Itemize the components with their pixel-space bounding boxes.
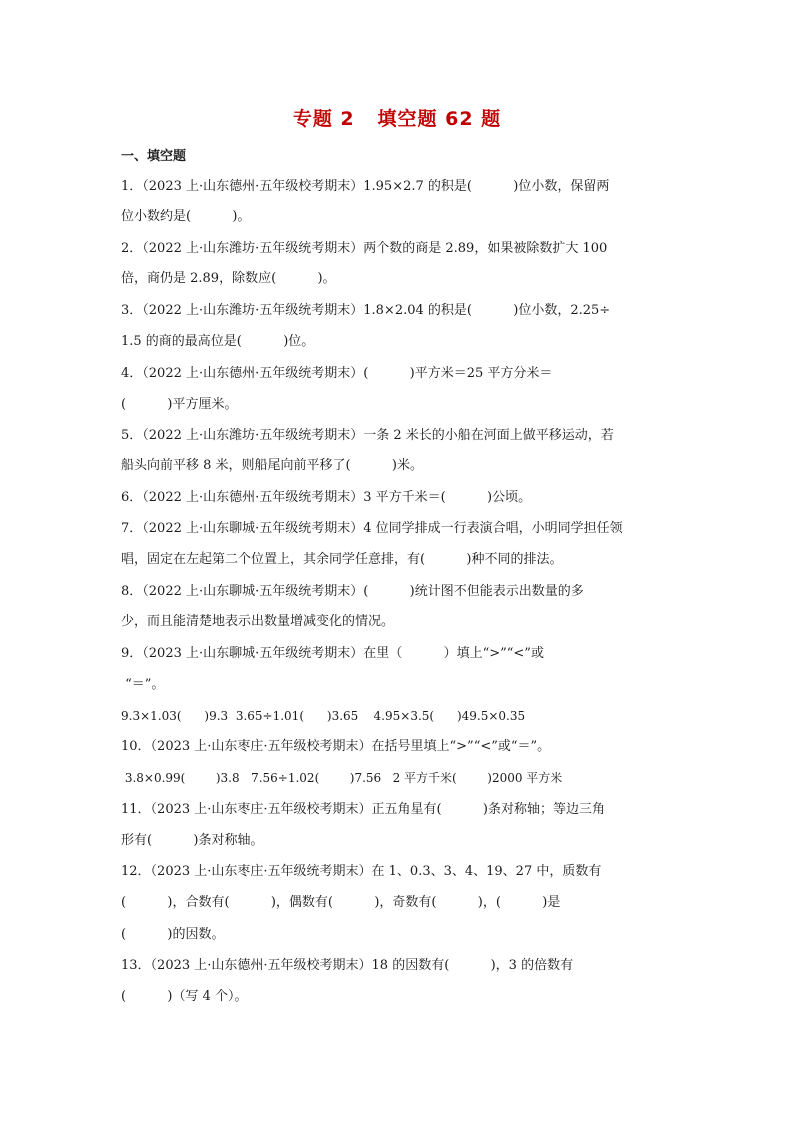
- question-line: 9．（2023 上·山东聊城·五年级统考期末）在里（ ）填上“>”“<”或: [121, 646, 544, 661]
- question-line: 唱，固定在左起第二个位置上，其余同学任意排，有( )种不同的排法。: [121, 552, 563, 567]
- question-line: 13．（2023 上·山东德州·五年级校考期末）18 的因数有( )，3 的倍数有: [121, 958, 574, 973]
- comparison-line: 3.8×0.99( )3.8 7.56÷1.02( )7.56 2 平方千米( )2000 平方米: [121, 771, 563, 785]
- question-line: 倍，商仍是 2.89，除数应( )。: [121, 271, 336, 286]
- question-line: 2．（2022 上·山东潍坊·五年级统考期末）两个数的商是 2.89，如果被除数扩大 100: [121, 241, 608, 256]
- question-line: 5．（2022 上·山东潍坊·五年级统考期末）一条 2 米长的小船在河面上做平移运动，若: [121, 428, 614, 443]
- comparison-line: 9.3×1.03( )9.3 3.65÷1.01( )3.65 4.95×3.5( )49.5×0.35: [121, 709, 526, 723]
- question-line: 7．（2022 上·山东聊城·五年级统考期末）4 位同学排成一行表演合唱，小明同学担任领: [121, 521, 623, 536]
- question-line: 1.5 的商的最高位是( )位。: [121, 334, 315, 349]
- question-line: 船头向前平移 8 米，则船尾向前平移了( )米。: [121, 458, 424, 473]
- question-line: ( )，合数有( )，偶数有( )，奇数有( )，( )是: [121, 895, 561, 910]
- question-line: 10．（2023 上·山东枣庄·五年级校考期末）在括号里填上“>”“<”或“＝”。: [121, 739, 551, 754]
- question-line: ( )平方厘米。: [121, 397, 238, 412]
- question-line: 3．（2022 上·山东潍坊·五年级统考期末）1.8×2.04 的积是( )位小数，2.25÷: [121, 303, 611, 318]
- question-line: 8．（2022 上·山东聊城·五年级统考期末）( )统计图不但能表示出数量的多: [121, 584, 584, 599]
- question-line: 11．（2023 上·山东枣庄·五年级校考期末）正五角星有( )条对称轴；等边三角: [121, 802, 605, 817]
- question-line: ( )的因数。: [121, 927, 225, 942]
- question-line: 1．（2023 上·山东德州·五年级校考期末）1.95×2.7 的积是( )位小数，保留两: [121, 179, 610, 194]
- question-line: “＝”。: [121, 677, 165, 692]
- question-line: 12．（2023 上·山东枣庄·五年级统考期末）在 1、0.3、3、4、19、27 中，质数有: [121, 864, 602, 879]
- page-title: 专题 2 填空题 62 题: [292, 108, 502, 130]
- question-line: 6．（2022 上·山东德州·五年级统考期末）3 平方千米＝( )公顷。: [121, 490, 532, 505]
- section-heading: 一、填空题: [121, 149, 187, 164]
- question-line: 4．（2022 上·山东德州·五年级统考期末）( )平方米＝25 平方分米＝: [121, 366, 553, 381]
- question-line: 形有( )条对称轴。: [121, 833, 264, 848]
- question-line: ( )（写 4 个）。: [121, 989, 248, 1004]
- question-line: 位小数约是( )。: [121, 209, 251, 224]
- question-line: 少，而且能清楚地表示出数量增减变化的情况。: [121, 614, 395, 629]
